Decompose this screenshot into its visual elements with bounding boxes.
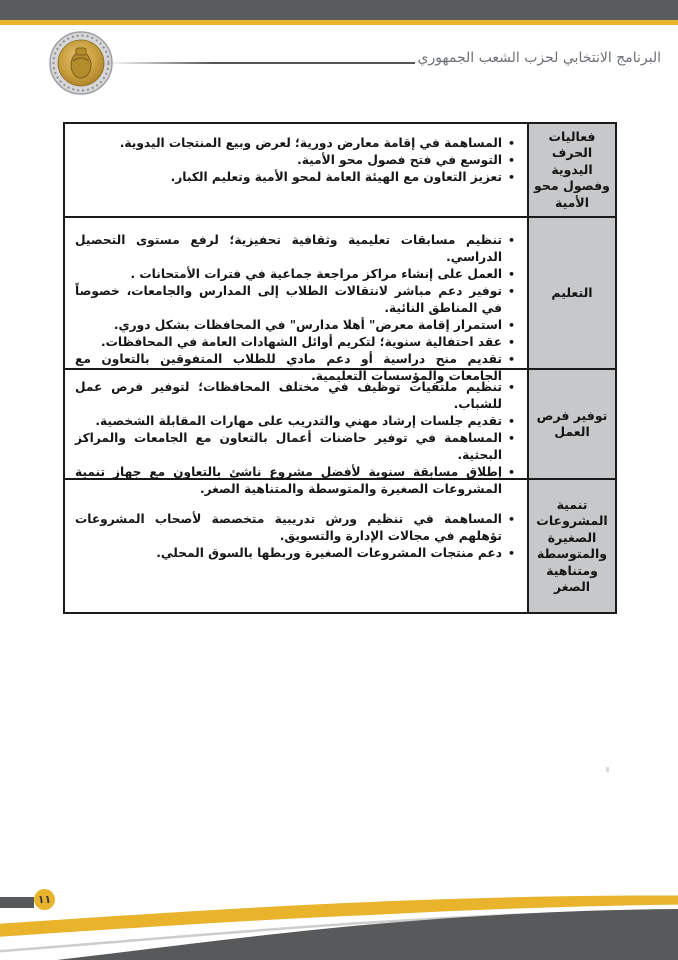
row-content-cell — [65, 124, 527, 216]
bullet-item: • المساهمة في إقامة معارض دورية؛ لعرض وبيع المنتجات اليدوية. — [75, 135, 517, 152]
coin-icon — [49, 31, 113, 95]
bullet-item: • المساهمة في توفير حاضنات أعمال بالتعاون مع الجامعات والمراكز البحثية. — [75, 430, 517, 464]
table-row-handicrafts-literacy — [65, 124, 615, 218]
bullet-item: • استمرار إقامة معرض" أهلا مدارس" في المحافظات بشكل دوري. — [75, 317, 517, 334]
row-header-cell: تنمية المشروعات الصغيرة والمتوسطة ومتناهية الصغر — [527, 480, 615, 612]
bullet-item: • التوسع في فتح فصول محو الأمية. — [75, 152, 517, 169]
bullet-item: • عقد احتفالية سنوية؛ لتكريم أوائل الشهادات العامة في المحافظات. — [75, 334, 517, 351]
bullet-list — [75, 232, 517, 385]
row-header-cell: توفير فرص العمل — [527, 370, 615, 478]
stray-mark — [606, 767, 609, 772]
bullet-item: • تقديم منح دراسية أو دعم مادي للطلاب المتفوقين بالتعاون مع الجامعات والمؤسسات التعليمية. — [75, 351, 517, 385]
bullet-list — [75, 379, 517, 498]
row-header-cell: التعليم — [527, 218, 615, 368]
row-content-cell — [65, 218, 527, 383]
page-number-badge: ١١ — [34, 889, 55, 910]
party-coin-logo — [49, 31, 113, 95]
bullet-item: • دعم منتجات المشروعات الصغيرة وربطها بالسوق المحلي. — [75, 545, 517, 562]
bullet-list — [75, 511, 517, 562]
bullet-item: • إطلاق مسابقة سنوية لأفضل مشروع ناشئ بالتعاون مع جهاز تنمية المشروعات الصغيرة والمتوسطة والمتناهية الصغر. — [75, 464, 517, 498]
footer-swoosh — [0, 882, 678, 960]
row-content-cell — [65, 370, 527, 496]
table-row-education — [65, 218, 615, 383]
top-accent-line — [0, 20, 678, 25]
table-row-job-opportunities — [65, 370, 615, 496]
bullet-item: • العمل على إنشاء مراكز مراجعة جماعية في فترات الأمتحانات . — [75, 266, 517, 283]
title-rule — [105, 62, 415, 64]
bullet-list — [75, 135, 517, 186]
row-header-cell: فعاليات الحرف اليدوية وفصول محو الأمية — [527, 124, 615, 216]
row-content-cell — [65, 480, 527, 612]
program-table — [63, 122, 617, 614]
bullet-item: • تنظيم ملتقيات توظيف في مختلف المحافظات؛ لتوفير فرص عمل للشباب. — [75, 379, 517, 413]
page-title: البرنامج الانتخابي لحزب الشعب الجمهوري — [417, 50, 661, 66]
footer-left-bar — [0, 897, 34, 908]
bullet-item: • تعزيز التعاون مع الهيئة العامة لمحو الأمية وتعليم الكبار. — [75, 169, 517, 186]
top-dark-bar — [0, 0, 678, 20]
bullet-item: • توفير دعم مباشر لانتقالات الطلاب إلى المدارس والجامعات، خصوصاً في المناطق النائية. — [75, 283, 517, 317]
table-row-sme-development — [65, 480, 615, 612]
bullet-item: • المساهمة في تنظيم ورش تدريبية متخصصة لأصحاب المشروعات تؤهلهم في مجالات الإدارة والتسويق. — [75, 511, 517, 545]
bullet-item: • تقديم جلسات إرشاد مهني والتدريب على مهارات المقابلة الشخصية. — [75, 413, 517, 430]
bullet-item: • تنظيم مسابقات تعليمية وثقافية تحفيزية؛ لرفع مستوى التحصيل الدراسي. — [75, 232, 517, 266]
